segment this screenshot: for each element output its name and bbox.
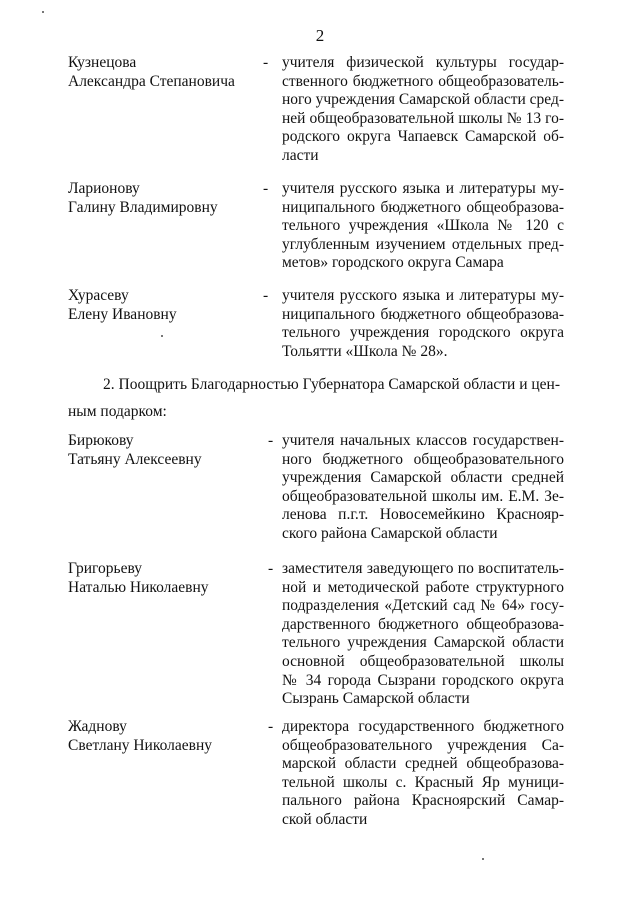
desc-line: учителя физической культуры государ- (282, 54, 564, 71)
desc-line: тельной школы с. Красный Яр муници- (282, 773, 564, 791)
separator-dash: - (268, 432, 274, 449)
name-line: Наталью Николаевну (68, 578, 209, 596)
recipient-name (68, 432, 253, 469)
desc-line: ласти (282, 146, 319, 164)
recipient-position (282, 287, 564, 361)
desc-line: заместителя заведующего по воспитатель- (282, 560, 564, 577)
desc-line: ленова п.г.т. Новосемейкино Краснояр- (282, 506, 564, 524)
desc-line: общеобразовательной школы им. Е.М. Зе- (282, 487, 564, 505)
recipient-name (68, 718, 253, 755)
desc-line: ней общеобразовательной школы № 13 го- (282, 109, 564, 127)
paragraph-2-line-1: 2. Поощрить Благодарностью Губернатора Самарской области и цен- (103, 376, 561, 393)
separator-dash: - (268, 718, 274, 735)
name-line: Галину Владимировну (68, 198, 218, 216)
desc-line: дарственного бюджетного общеобразова- (282, 615, 564, 633)
desc-line: пального района Красноярский Самар- (282, 792, 564, 810)
desc-line: ниципального бюджетного общеобразова- (282, 305, 564, 323)
recipient-name (68, 54, 253, 91)
desc-line: углубленным изучением отдельных пред- (282, 235, 564, 253)
recipient-name (68, 180, 253, 217)
desc-line: ниципального бюджетного общеобразова- (282, 198, 564, 216)
name-line: Светлану Николаевну (68, 736, 213, 754)
scan-speck (482, 858, 484, 860)
desc-line: Тольятти «Школа № 28». (282, 342, 448, 360)
desc-line: № 34 города Сызрани городского округа (282, 671, 564, 689)
desc-line: ского района Самарской области (282, 524, 498, 542)
recipient-position (282, 432, 564, 544)
recipient-position (282, 180, 564, 273)
desc-line: основной общеобразовательной школы (282, 652, 564, 670)
desc-line: учреждения Самарской области средней (282, 469, 564, 487)
name-line: Григорьеву (68, 560, 142, 577)
desc-line: общеобразовательного учреждения Са- (282, 736, 564, 754)
scan-speck (161, 335, 163, 337)
desc-line: учителя начальных классов государствен- (282, 432, 564, 449)
name-line: Елену Ивановну (68, 305, 177, 323)
recipient-position (282, 718, 564, 830)
desc-line: ственного бюджетного общеобразователь- (282, 72, 564, 90)
desc-line: ской области (282, 810, 368, 828)
desc-line: ной и методической работе структурного (282, 578, 564, 596)
desc-line: тельного учреждения Самарской области (282, 634, 564, 652)
name-line: Ларионову (68, 180, 140, 197)
desc-line: марской области средней общеобразова- (282, 755, 564, 773)
separator-dash: - (263, 180, 269, 197)
recipient-position (282, 560, 564, 709)
recipient-position (282, 54, 564, 166)
scan-speck (42, 11, 44, 13)
desc-line: ного учреждения Самарской области сред- (282, 91, 565, 109)
name-line: Александра Степановича (68, 72, 235, 90)
desc-line: директора государственного бюджетного (282, 718, 564, 735)
desc-line: подразделения «Детский сад № 64» госу- (282, 597, 564, 615)
separator-dash: - (268, 560, 274, 577)
page-number: 2 (315, 26, 325, 45)
recipient-name (68, 560, 253, 597)
desc-line: родского округа Чапаевск Самарской об- (282, 128, 564, 146)
separator-dash: - (263, 287, 269, 304)
name-line: Бирюкову (68, 432, 134, 449)
name-line: Кузнецова (68, 54, 137, 71)
recipient-name (68, 287, 253, 324)
desc-line: тельного учреждения городского округа (282, 324, 564, 342)
separator-dash: - (263, 54, 269, 71)
desc-line: метов» городского округа Самара (282, 254, 504, 272)
name-line: Татьяну Алексеевну (68, 450, 202, 468)
desc-line: ного бюджетного общеобразовательного (282, 450, 564, 468)
desc-line: тельного учреждения «Школа № 120 с (282, 217, 564, 235)
name-line: Хурасеву (68, 287, 129, 304)
desc-line: учителя русского языка и литературы му- (282, 180, 564, 197)
paragraph-2-line-2: ным подарком: (68, 403, 167, 420)
name-line: Жаднову (68, 718, 127, 735)
desc-line: Сызрань Самарской области (282, 690, 470, 708)
desc-line: учителя русского языка и литературы му- (282, 287, 564, 304)
